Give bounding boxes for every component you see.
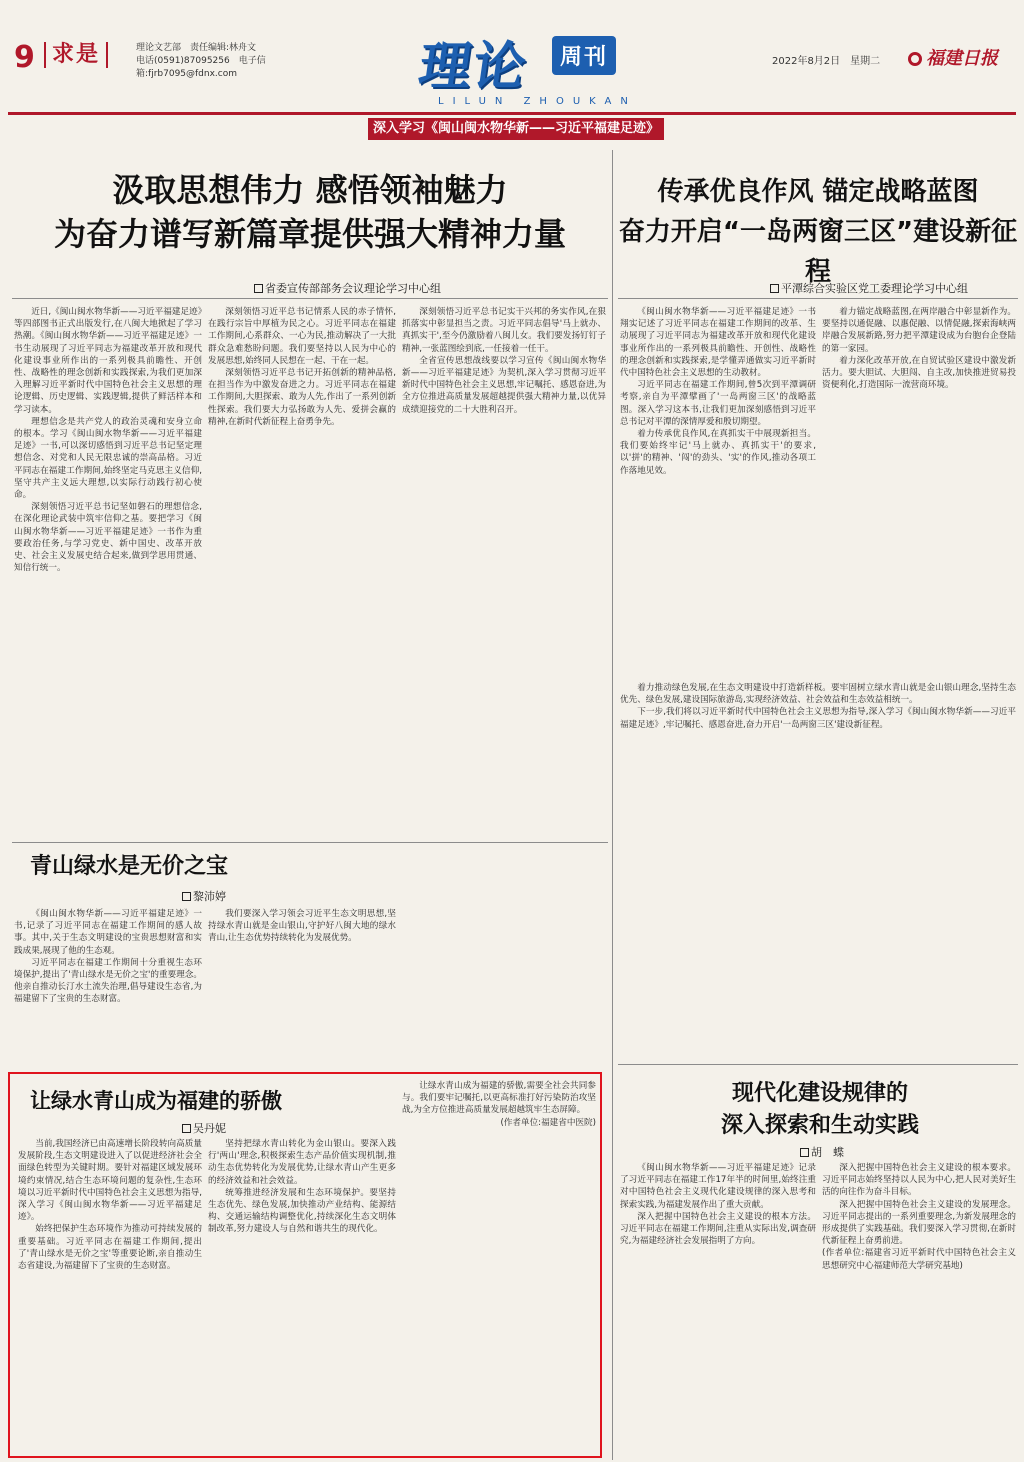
article-1-column-2 (208, 306, 396, 836)
article-2-column-1 (620, 306, 816, 676)
paragraph: 着力推动绿色发展,在生态文明建设中打造新样板。要牢固树立绿水青山就是金山银山理念,坚持生态优先、绿色发展,建设国际旅游岛,实现经济效益、社会效益和生态效益相统一。 (620, 683, 1016, 706)
article-5-column-2 (822, 1162, 1016, 1454)
article-5-byline: 胡 蝶 (800, 1144, 844, 1160)
headline-line: 奋力开启“一岛两窗三区”建设新征程 (618, 217, 1018, 287)
masthead (0, 0, 1024, 150)
divider (12, 298, 608, 299)
article-3-byline: 黎沛婷 (182, 888, 226, 904)
paragraph: 深刻领悟习近平总书记坚如磐石的理想信念,在深化理论武装中筑牢信仰之基。要把学习《闽山闽水物华新——习近平福建足迹》一书作为重要政治任务,与学习党史、新中国史、改革开放史、社会主义发展史结合起来,做到学思用贯通、知信行统一。 (14, 502, 202, 574)
paragraph: 统筹推进经济发展和生态环境保护。要坚持生态优先、绿色发展,加快推动产业结构、能源结构、交通运输结构调整优化,持续深化生态文明体制改革,努力建设人与自然和谐共生的现代化。 (208, 1187, 396, 1235)
author-affiliation: (作者单位:福建省中医院) (500, 1117, 596, 1128)
paragraph: 深入把握中国特色社会主义建设的发展理念。习近平同志提出的一系列重要理念,为新发展理念的形成提供了实践基础。我们要深入学习贯彻,在新时代新征程上奋勇前进。 (822, 1199, 1016, 1247)
article-5-column-1 (620, 1162, 816, 1454)
headline-line: 传承优良作风 锚定战略蓝图 (657, 177, 979, 207)
supplement-title: 理论 (415, 36, 532, 97)
supplement-pinyin: LILUN ZHOUKAN (438, 96, 637, 107)
article-2-headline (616, 172, 1020, 292)
author-affiliation: (作者单位:福建省习近平新时代中国特色社会主义思想研究中心福建师范大学研究基地) (822, 1248, 1016, 1271)
paragraph: 习近平同志在福建工作期间十分重视生态环境保护,提出了'青山绿水是无价之宝'的重要理念。他亲自推动长汀水土流失治理,倡导建设生态省,为福建留下了宝贵的生态财富。 (14, 957, 202, 1005)
article-1-byline: 省委宣传部部务会议理论学习中心组 (254, 280, 441, 296)
article-5-headline (640, 1078, 1000, 1142)
paragraph: 着力锚定战略蓝图,在两岸融合中彰显新作为。要坚持以通促融、以惠促融、以情促融,探索海峡两岸融合发展新路,努力把平潭建设成为台胞台企登陆的第一家园。 (822, 307, 1016, 354)
paragraph: 当前,我国经济已由高速增长阶段转向高质量发展阶段,生态文明建设进入了以促进经济社会全面绿色转型为关键时期。要针对福建区域发展环境约束情况,结合生态环境问题的复杂性,生态环境以习近平新时代中国特色社会主义思想为指导,深入学习《闽山闽水物华新——习近平福建足迹》。 (18, 1139, 202, 1223)
newspaper-name: 福建日报 (926, 48, 998, 69)
headline-line: 现代化建设规律的 (731, 1081, 908, 1106)
article-1-headline (10, 168, 610, 256)
paragraph: 理想信念是共产党人的政治灵魂和安身立命的根本。学习《闽山闽水物华新——习近平福建足迹》一书,可以深切感悟到习近平总书记坚定理想信念、对党和人民无限忠诚的崇高品格。习近平同志在福建工作期间,始终坚定马克思主义信仰,坚守共产主义远大理想,以实际行动践行初心使命。 (14, 416, 202, 501)
paragraph: 我们要深入学习领会习近平生态文明思想,坚持绿水青山就是金山银山,守护好八闽大地的绿水青山,让生态优势持续转化为发展优势。 (208, 909, 396, 944)
paragraph: 坚持把绿水青山转化为金山银山。要深入践行'两山'理念,积极探索生态产品价值实现机制,推动生态优势转化为发展优势,让绿水青山产生更多的经济效益和社会效益。 (208, 1139, 396, 1186)
headline-line: 深入探索和生动实践 (720, 1113, 919, 1138)
masthead-rule (8, 112, 1016, 115)
article-2-byline: 平潭综合实验区党工委理论学习中心组 (770, 280, 968, 296)
page-number: 9 (14, 40, 35, 75)
headline-line: 青山绿水是无价之宝 (30, 854, 229, 879)
divider (618, 298, 1018, 299)
column-divider (612, 150, 613, 1460)
byline-box-icon (770, 284, 779, 293)
byline-box-icon (182, 892, 191, 901)
paragraph: 着力深化改革开放,在自贸试验区建设中激发新活力。要大胆试、大胆闯、自主改,加快推进贸易投资便利化,打造国际一流营商环境。 (822, 355, 1016, 391)
article-4-column-2 (208, 1138, 396, 1448)
paragraph: 深入把握中国特色社会主义建设的根本方法。习近平同志在福建工作期间,注重从实际出发,调查研究,为福建经济社会发展指明了方向。 (620, 1211, 816, 1247)
article-3-column-2 (208, 908, 396, 1058)
headline-line: 为奋力谱写新篇章提供强大精神力量 (53, 215, 566, 253)
paragraph: 着力传承优良作风,在真抓实干中展现新担当。我们要始终牢记'马上就办、真抓实干'的要求,以'拼'的精神、'闯'的劲头、'实'的作风,推动各项工作落地见效。 (620, 429, 816, 476)
paragraph: 始终把保护生态环境作为推动可持续发展的重要基础。习近平同志在福建工作期间,提出了'青山绿水是无价之宝'等重要论断,亲自推动生态省建设,为福建留下了宝贵的生态财富。 (18, 1224, 202, 1272)
article-1-column-1 (14, 306, 202, 836)
divider (618, 1064, 1018, 1065)
article-4-column-3 (402, 1080, 596, 1452)
paragraph: 《闽山闽水物华新——习近平福建足迹》一书,记录了习近平同志在福建工作期间的感人故事。其中,关于生态文明建设的宝贵思想财富和实践成果,展现了他的生态观。 (14, 909, 202, 956)
section-name: 求是 (44, 42, 108, 68)
article-1-column-3 (402, 306, 606, 836)
supplement-logo (415, 24, 620, 97)
paragraph: 《闽山闽水物华新——习近平福建足迹》记录了习近平同志在福建工作17年半的时间里,始终注重对中国特色社会主义现代化建设规律的深入思考和探索实践,为福建发展作出了重大贡献。 (620, 1163, 816, 1210)
byline-box-icon (254, 284, 263, 293)
paragraph: 深刻领悟习近平总书记开拓创新的精神品格,在担当作为中激发奋进之力。习近平同志在福建工作期间,大胆探索、敢为人先,作出了一系列创新性探索。我们要大力弘扬敢为人先、爱拼会赢的精神,在新时代新征程上奋勇争先。 (208, 368, 396, 427)
byline-box-icon (182, 1124, 191, 1133)
headline-line: 让绿水青山成为福建的骄傲 (30, 1089, 282, 1113)
paragraph: 《闽山闽水物华新——习近平福建足迹》一书翔实记述了习近平同志在福建工作期间的改革、生动展现了习近平同志为福建改革开放和现代化建设事业所作出的一系列极具前瞻性、开创性、战略性的理念创新和实践探索,是学懂弄通做实习近平新时代中国特色社会主义思想的生动教材。 (620, 307, 816, 379)
paragraph: 让绿水青山成为福建的骄傲,需要全社会共同参与。我们要牢记嘱托,以更高标准打好污染防治攻坚战,为全方位推进高质量发展超越筑牢生态屏障。 (402, 1081, 596, 1116)
article-4-column-1 (18, 1138, 202, 1448)
contact-line: 电话(0591)87095256 电子信箱:fjrb7095@fdnx.com (136, 56, 266, 79)
paragraph: 深入把握中国特色社会主义建设的根本要求。习近平同志始终坚持以人民为中心,把人民对美好生活的向往作为奋斗目标。 (822, 1163, 1016, 1198)
article-3-column-1 (14, 908, 202, 1058)
paragraph: 近日,《闽山闽水物华新——习近平福建足迹》等四部图书正式出版发行,在八闽大地掀起了学习热潮。《闽山闽水物华新——习近平福建足迹》一书生动展现了习近平同志为福建改革开放和现代化建设事业所作出的一系列极具前瞻性、开创性、战略性的理念创新和实践探索,为我们更加深入理解习近平新时代中国特色社会主义思想的理论逻辑、历史逻辑、实践逻辑,提供了鲜活样本和学习读本。 (14, 307, 202, 415)
divider (12, 842, 608, 843)
article-2-column-3 (620, 682, 1016, 1058)
headline-line: 汲取思想伟力 感悟领袖魅力 (112, 171, 508, 209)
publication-date: 2022年8月2日 星期二 (772, 56, 881, 67)
supplement-badge: 周刊 (552, 36, 616, 75)
paragraph: 深刻领悟习近平总书记实干兴邦的务实作风,在狠抓落实中彰显担当之责。习近平同志倡导'马上就办、真抓实干',至今仍激励着八闽儿女。我们要发扬钉钉子精神,一张蓝图绘到底,一任接着一任干。 (402, 307, 606, 354)
article-3-headline (30, 850, 330, 884)
paragraph: 深刻领悟习近平总书记情系人民的赤子情怀,在践行宗旨中厚植为民之心。习近平同志在福建工作期间,心系群众、一心为民,推动解决了一大批群众急难愁盼问题。我们要坚持以人民为中心的发展思想,始终同人民想在一起、干在一起。 (208, 307, 396, 366)
editor-info (136, 42, 306, 81)
paragraph: 习近平同志在福建工作期间,曾5次到平潭调研考察,亲自为平潭擘画了'一岛两窗三区'的战略蓝图。深入学习这本书,让我们更加深刻感悟到习近平总书记对平潭的深情厚爱和殷切期望。 (620, 380, 816, 427)
paragraph: 全省宣传思想战线要以学习宣传《闽山闽水物华新——习近平福建足迹》为契机,深入学习贯彻习近平新时代中国特色社会主义思想,牢记嘱托、感恩奋进,为全方位推进高质量发展超越提供强大精神力量,以优异成绩迎接党的二十大胜利召开。 (402, 355, 606, 415)
topic-banner: 深入学习《闽山闽水物华新——习近平福建足迹》 (368, 118, 664, 140)
newspaper-logo (908, 44, 998, 70)
article-4-byline: 吴丹妮 (182, 1120, 226, 1136)
article-2-column-2 (822, 306, 1016, 676)
editor-line: 理论文艺部 责任编辑:林舟文 (136, 43, 257, 53)
paragraph: 下一步,我们将以习近平新时代中国特色社会主义思想为指导,深入学习《闽山闽水物华新——习近平福建足迹》,牢记嘱托、感恩奋进,奋力开启'一岛两窗三区'建设新征程。 (620, 707, 1016, 730)
byline-box-icon (800, 1148, 809, 1157)
article-4-headline (30, 1086, 370, 1116)
newspaper-emblem-icon (908, 52, 922, 66)
